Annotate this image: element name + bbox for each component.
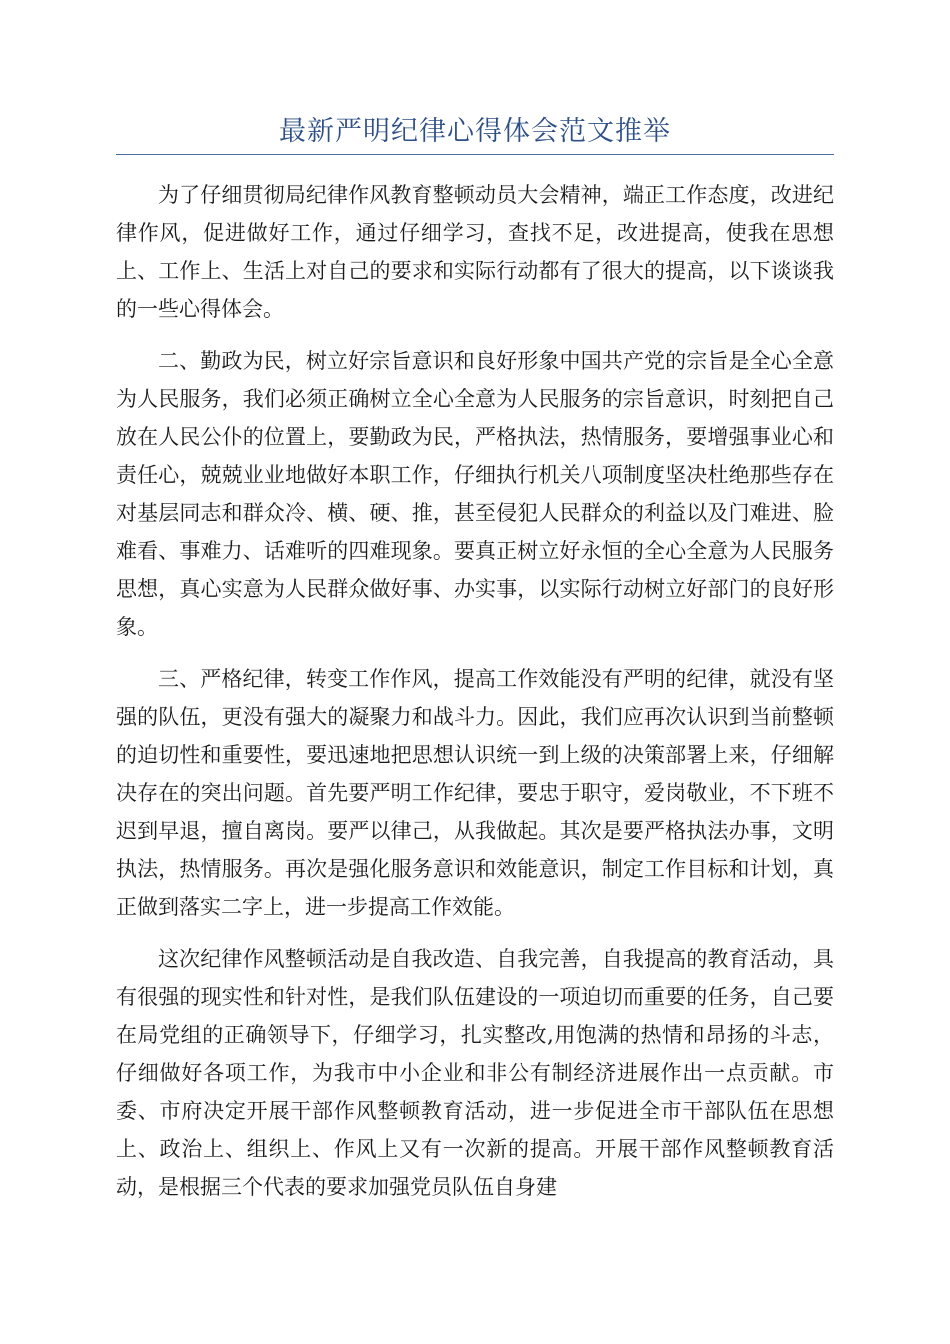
paragraph-3: 三、严格纪律，转变工作作风，提高工作效能没有严明的纪律，就没有坚强的队伍，更没有强大的凝聚力和战斗力。因此，我们应再次认识到当前整顿的迫切性和重要性，要迅速地把思想认识统一到上级的决策部署上来，仔细解决存在的突出问题。首先要严明工作纪律，要忠于职守，爱岗敬业，不下班不迟到早退，擅自离岗。要严以律己，从我做起。其次是要严格执法办事，文明执法，热情服务。再次是强化服务意识和效能意识，制定工作目标和计划，真正做到落实二字上，进一步提高工作效能。: [116, 667, 834, 919]
title-underline: [116, 154, 834, 155]
document-body: [116, 176, 834, 1220]
document-title: 最新严明纪律心得体会范文推举: [279, 116, 671, 147]
paragraph-1: 为了仔细贯彻局纪律作风教育整顿动员大会精神，端正工作态度，改进纪律作风，促进做好工作，通过仔细学习，查找不足，改进提高，使我在思想上、工作上、生活上对自己的要求和实际行动都有了很大的提高，以下谈谈我的一些心得体会。: [116, 183, 834, 321]
paragraph-2: 二、勤政为民，树立好宗旨意识和良好形象中国共产党的宗旨是全心全意为人民服务，我们必须正确树立全心全意为人民服务的宗旨意识，时刻把自己放在人民公仆的位置上，要勤政为民，严格执法，热情服务，要增强事业心和责任心，兢兢业业地做好本职工作，仔细执行机关八项制度坚决杜绝那些存在对基层同志和群众冷、横、硬、推，甚至侵犯人民群众的利益以及门难进、脸难看、事难力、话难听的四难现象。要真正树立好永恒的全心全意为人民服务思想，真心实意为人民群众做好事、办实事，以实际行动树立好部门的良好形象。: [116, 349, 834, 639]
paragraph-4: 这次纪律作风整顿活动是自我改造、自我完善，自我提高的教育活动，具有很强的现实性和针对性，是我们队伍建设的一项迫切而重要的任务，自己要在局党组的正确领导下，仔细学习，扎实整改,用饱满的热情和昂扬的斗志，仔细做好各项工作，为我市中小企业和非公有制经济进展作出一点贡献。市委、市府决定开展干部作风整顿教育活动，进一步促进全市干部队伍在思想上、政治上、组织上、作风上又有一次新的提高。开展干部作风整顿教育活动，是根据三个代表的要求加强党员队伍自身建: [116, 947, 834, 1199]
